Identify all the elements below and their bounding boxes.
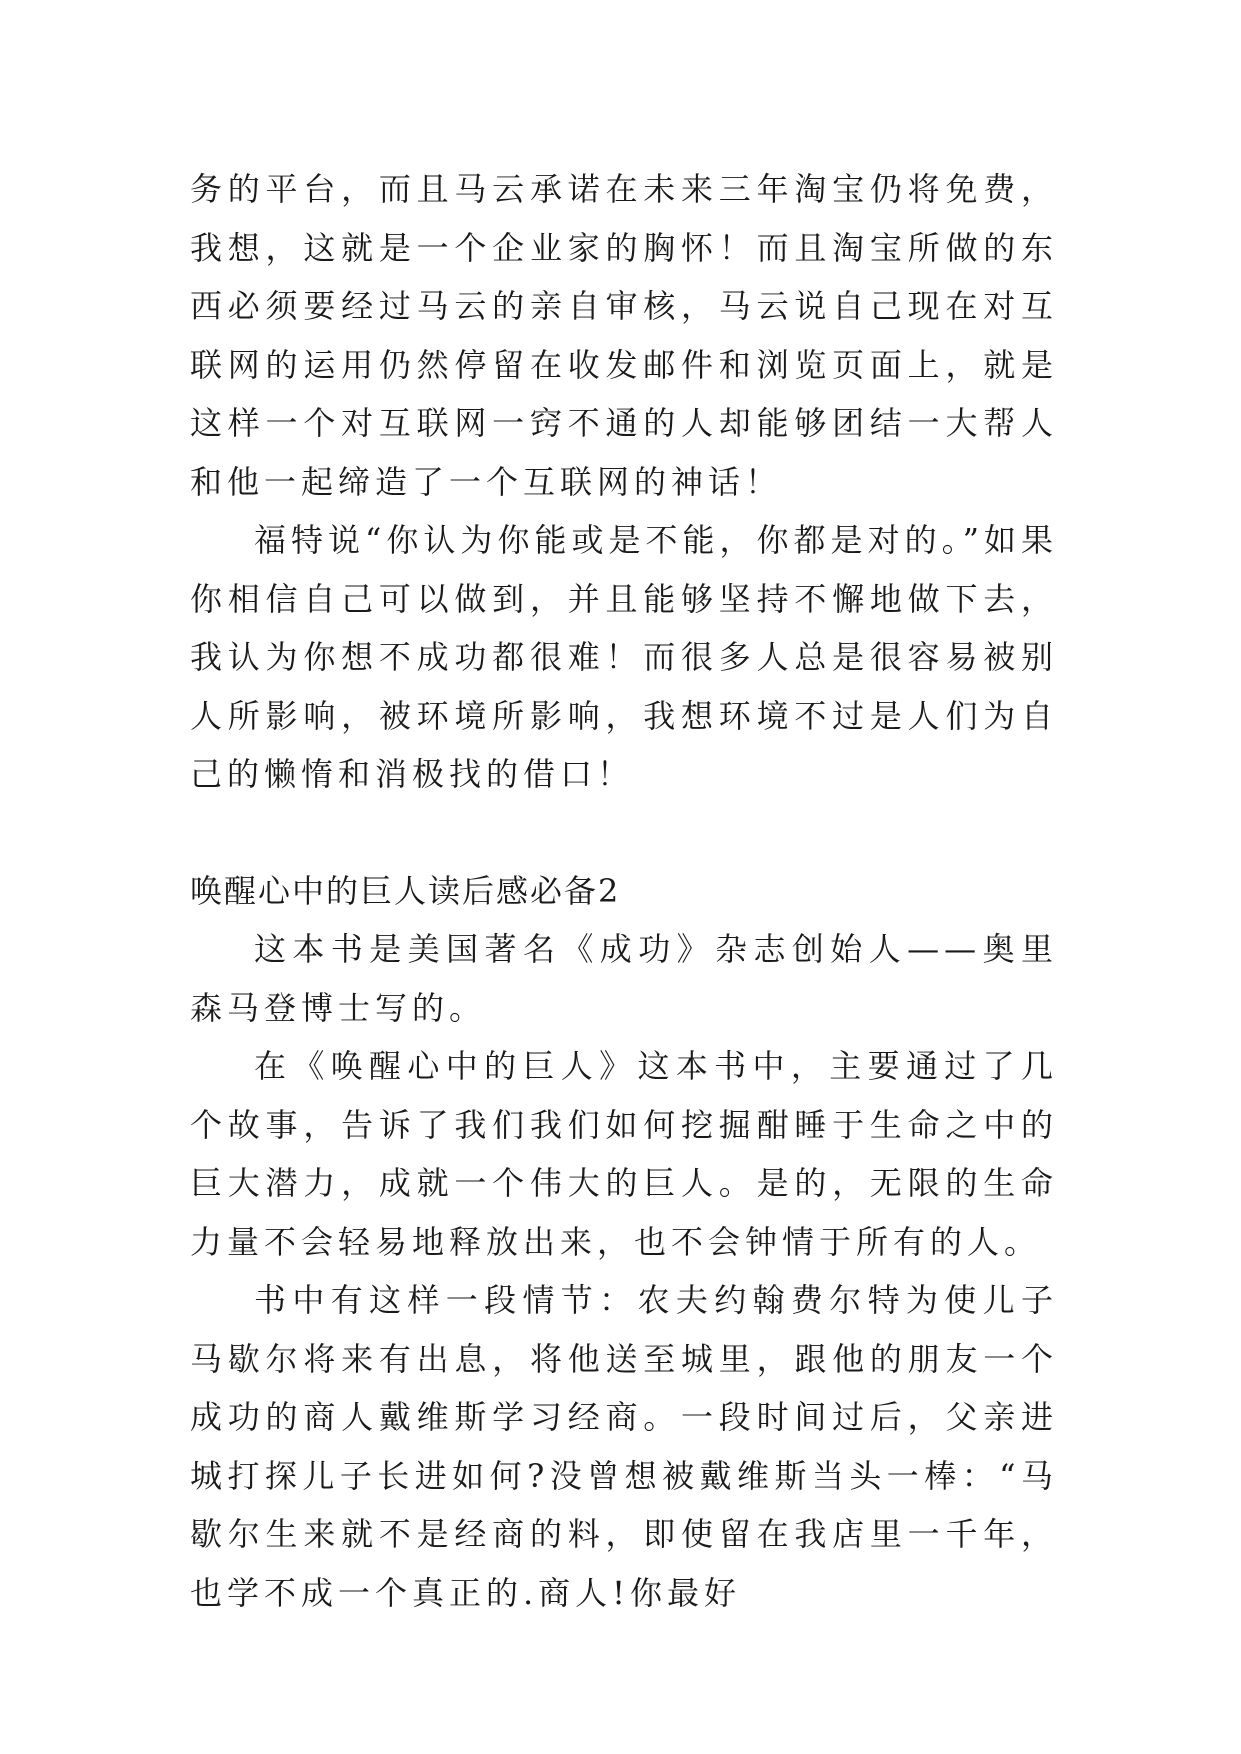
section-heading: 唤醒心中的巨人读后感必备2	[190, 871, 621, 910]
paragraph-continuation: 务的平台，而且马云承诺在未来三年淘宝仍将免费，我想，这就是一个企业家的胸怀！而且淘宝所做的东西必须要经过马云的亲自审核，马云说自己现在对互联网的运用仍然停留在收发邮件和浏览页面上，就是这样一个对互联网一窍不通的人却能够团结一大帮人和他一起缔造了一个互联网的神话！	[190, 170, 1058, 501]
document-body	[190, 160, 1058, 1622]
paragraph-book-summary: 在《唤醒心中的巨人》这本书中，主要通过了几个故事，告诉了我们我们如何挖掘酣睡于生命之中的巨大潜力，成就一个伟大的巨人。是的，无限的生命力量不会轻易地释放出来，也不会钟情于所有的人。	[190, 1047, 1058, 1261]
paragraph-story: 书中有这样一段情节：农夫约翰费尔特为使儿子马歇尔将来有出息，将他送至城里，跟他的朋友一个成功的商人戴维斯学习经商。一段时间过后，父亲进城打探儿子长进如何?没曾想被戴维斯当头一棒：“马歇尔生来就不是经商的料，即使留在我店里一千年，也学不成一个真正的.商人!你最好	[190, 1281, 1058, 1612]
paragraph-book-intro: 这本书是美国著名《成功》杂志创始人——奥里森马登博士写的。	[190, 930, 1058, 1027]
paragraph-ford-quote: 福特说“你认为你能或是不能，你都是对的。”如果你相信自己可以做到，并且能够坚持不懈地做下去，我认为你想不成功都很难！而很多人总是很容易被别人所影响，被环境所影响，我想环境不过是人们为自己的懒惰和消极找的借口！	[190, 521, 1058, 793]
